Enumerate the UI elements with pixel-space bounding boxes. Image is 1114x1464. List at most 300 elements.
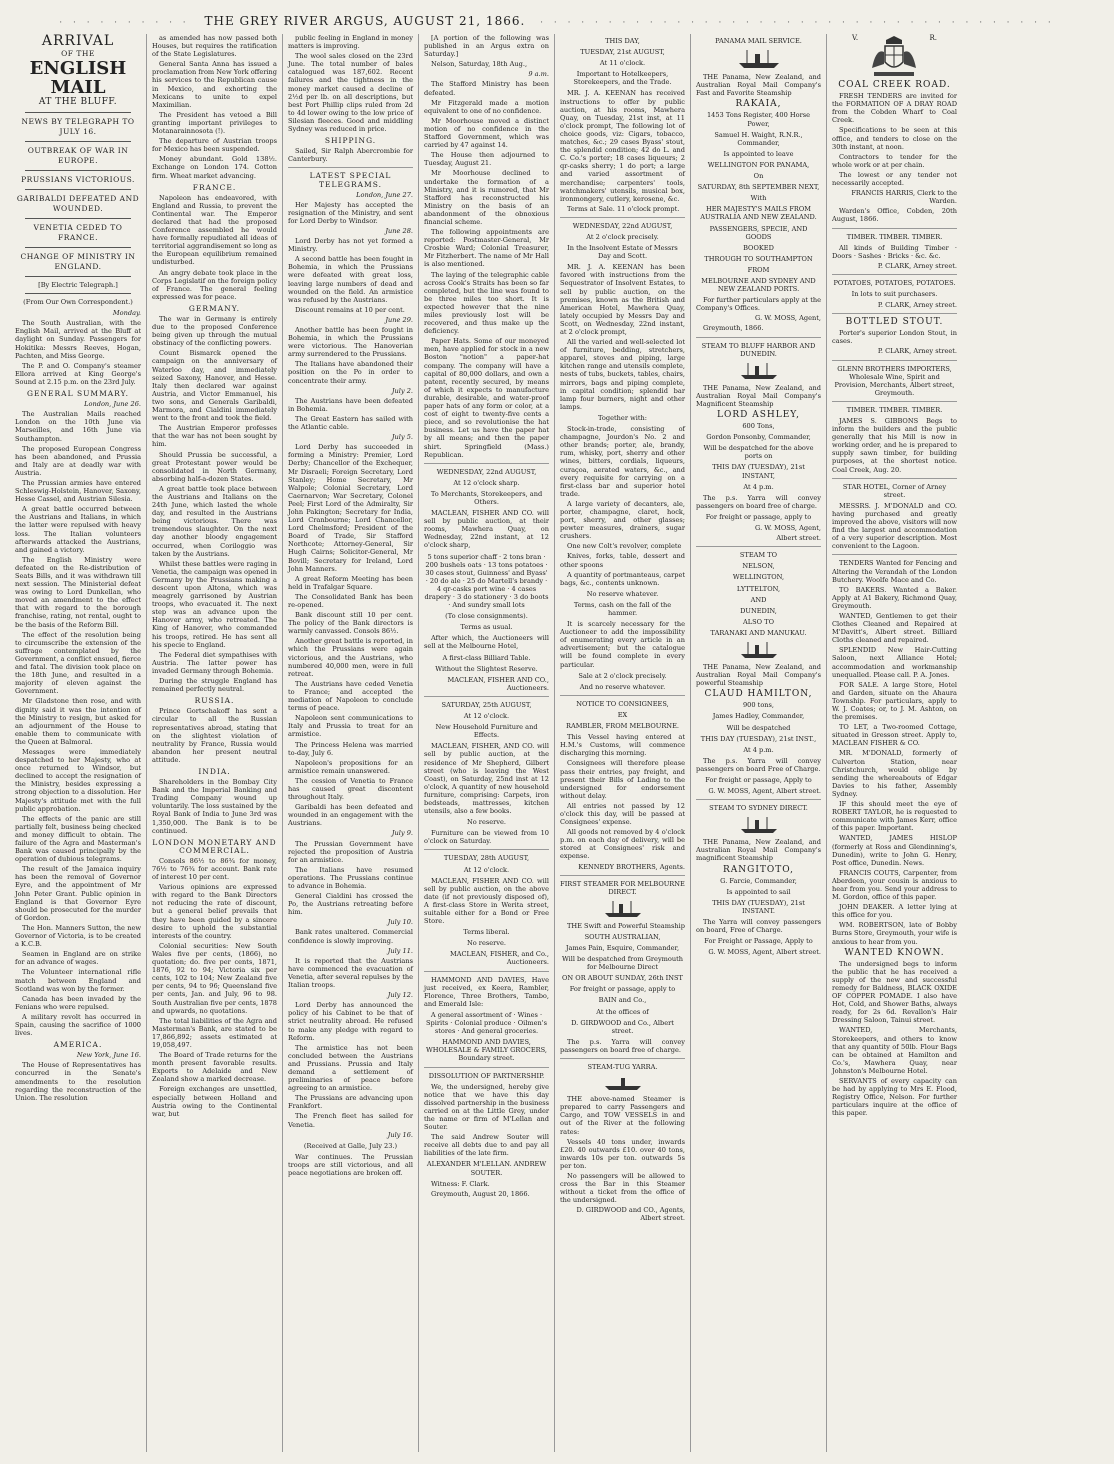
auction-time: At 2 o'clock precisely. xyxy=(586,232,659,241)
notice-signature: KENNEDY BROTHERS, Agents. xyxy=(578,862,685,871)
headline-garibaldi: GARIBALDI DEFEATED AND WOUNDED. xyxy=(16,194,140,213)
ad-text: THE Panama, New Zealand, and Australian Royal Mail Company's powerful Steamship xyxy=(696,662,821,688)
ad-text: Will be despatched for the above ports on xyxy=(703,444,814,461)
steamer-date: ON OR ABOUT SUNDAY, 26th INST xyxy=(562,974,683,983)
steamer-heading: FIRST STEAMER FOR MELBOURNE DIRECT. xyxy=(560,879,685,896)
notice-ex: EX xyxy=(617,710,628,719)
section-heading: GERMANY. xyxy=(188,303,241,313)
classified-ad: JOHN DEAKER. A letter lying at this office for you. xyxy=(832,903,957,920)
ad-text: GLENN BROTHERS IMPORTERS, Wholesale Wine, Spirit and Provision, Merchants, Albert street, Greymouth. xyxy=(834,364,955,397)
dateline: July 9. xyxy=(391,829,413,838)
article-paragraph: Prince Gortschakoff has sent a circular to all the Russian representatives abroad, stating that on the slightest violation of neutrality by France, Russia would abandon her present neutral attitude. xyxy=(152,707,277,764)
notice-text: This Vessel having entered at H.M.'s Customs, will commence discharging this morning. xyxy=(560,733,685,758)
ship-commander: Samuel H. Waight, R.N.R., Commander, xyxy=(714,130,803,147)
ad-time: At 4 p.m. xyxy=(743,745,774,754)
article-paragraph: Discount remains at 10 per cent. xyxy=(295,305,405,314)
dateline: July 11. xyxy=(387,946,413,955)
article-paragraph: The Prussians are advancing upon Frankfort. xyxy=(288,1094,413,1111)
article-paragraph: Whilst these battles were raging in Venetia, the campaign was opened in Germany by the Prussians making a descent upon Altona, which was meagrely garrisoned by Austrian troops, who evacuated it. The next step was an advance upon the Hanover army, who retreated. The King of Hanover, who commanded his troops, retired. He has sent all his specie to England. xyxy=(152,559,277,649)
steamer-commander: James Pain, Esquire, Commander, xyxy=(565,944,680,952)
article-paragraph: The Prussian Government have rejected the proposition of Austria for an armistice. xyxy=(288,839,413,864)
ship-name: CLAUD HAMILTON, xyxy=(704,689,813,700)
article-paragraph: Napoleon's propositions for an armistice remain unanswered. xyxy=(288,758,413,775)
article-paragraph: Her Majesty has accepted the resignation of the Ministry, and sent for Lord Derby to Windsor. xyxy=(288,200,413,225)
classified-ad: WANTED, JAMES HISLOP (formerly at Ross and Glendinning's, Dunedin), write to John G. Henry, Post office, Dunedin. News. xyxy=(832,834,957,867)
ad-date: SATURDAY, 8th SEPTEMBER NEXT, xyxy=(697,183,820,192)
article-paragraph: Lord Derby has announced the policy of his Cabinet to be that of strict neutrality abroad. He refused to make any pledge with regard to Reform. xyxy=(288,1001,413,1042)
auction-date: TUESDAY, 28th AUGUST, xyxy=(443,854,530,863)
auction-time: At 11 o'clock. xyxy=(599,59,646,68)
ad-route: DUNEDIN, xyxy=(740,606,777,615)
section-heading: LATEST SPECIAL TELEGRAMS. xyxy=(309,171,392,189)
article-paragraph: Napoleon has endeavored, with England and Russia, to prevent the Continental war. The Emperor declared that had the proposed Conference assembled he would have formally repudiated all ideas of territorial aggrandisement so long as the European equilibrium remained undisturbed. xyxy=(152,193,277,267)
royal-coat-of-arms-icon xyxy=(868,34,920,78)
auction-time: At 12 o'clock. xyxy=(463,712,510,721)
auction-date: THIS DAY, xyxy=(605,37,640,45)
article-paragraph: Mr Fitzgerald made a motion equivalent to one of no confidence. xyxy=(424,98,549,115)
auction-reserve: And no reserve whatever. xyxy=(579,682,666,691)
byline-telegraph: [By Electric Telegraph.] xyxy=(38,281,118,289)
column-3 xyxy=(282,34,418,1452)
column-6 xyxy=(690,34,826,1452)
ad-text: The lowest or any tender not necessarily accepted. xyxy=(832,170,957,188)
article-paragraph: The Board of Trade returns for the month present favorable results. Exports to Adelaide and New Zealand show a marked decrease. xyxy=(152,1051,277,1084)
ad-heading: TIMBER. TIMBER. TIMBER. xyxy=(846,232,943,241)
ad-heading: STEAM TO xyxy=(739,551,778,560)
auction-heading: To Merchants, Storekeepers, and Others. xyxy=(430,489,543,506)
auction-item: One new Colt's revolver, complete xyxy=(567,542,682,551)
ad-heading: POTATOES, POTATOES, POTATOES. xyxy=(833,278,956,287)
article-paragraph: An angry debate took place in the Corps Legislatif on the foreign policy of France. The general feeling expressed was for peace. xyxy=(152,268,277,301)
agent-signature: G. W. MOSS, Agent, Albert street. xyxy=(708,787,821,796)
ad-date: Warden's Office, Cobden, 20th August, 1866. xyxy=(832,207,957,224)
dateline: July 10. xyxy=(387,918,413,927)
section-heading: INDIA. xyxy=(198,766,231,776)
dissolution-witness: Witness: F. Clark. xyxy=(431,1179,490,1188)
article-paragraph: as amended has now passed both Houses, but requires the ratification of the State Legislatures. xyxy=(152,34,277,59)
ad-text: Contractors to tender for the whole work or at per chain. xyxy=(832,152,957,169)
ad-heading: STEAM TO BLUFF HARBOR AND DUNEDIN. xyxy=(701,341,816,358)
dateline: June 28. xyxy=(385,226,413,235)
headline-arrival: ARRIVAL xyxy=(41,34,115,49)
dateline: London, June 27. xyxy=(356,190,413,199)
ad-signature: P. CLARK, Arney street. xyxy=(877,261,957,270)
ad-text: THROUGH TO SOUTHAMPTON xyxy=(704,254,813,263)
article-paragraph: The French fleet has sailed for Venetia. xyxy=(288,1112,413,1129)
ad-route: WELLINGTON FOR PANAMA, xyxy=(707,160,810,169)
dissolution-text: The said Andrew Souter will receive all debts due to and pay all liabilities of the late firm. xyxy=(424,1133,549,1158)
classified-ad: MR. M'DONALD, formerly of Culverton Station, near Christchurch, would oblige by sending the whereabouts of Edgar Davies to his father, Assembly Sydney. xyxy=(832,749,957,798)
article-paragraph: Shareholders in the Bombay City Bank and the Imperial Banking and Trading Company wound up voluntarily. The loss sustained by the Royal Bank of India to June 3rd was 1,350,000. The Bank is to be continued. xyxy=(152,778,277,835)
article-paragraph: General Cialdini has crossed the Po, the Austrians retreating before him. xyxy=(288,892,413,917)
steamship-icon xyxy=(603,899,643,919)
ad-heading: COAL CREEK ROAD. xyxy=(838,80,951,90)
dissolution-text: We, the undersigned, hereby give notice that we have this day dissolved partnership in the business carried on at the Little Grey, under the name or firm of M'Lellan and Souter. xyxy=(424,1082,549,1132)
auction-reserve: No reserve. xyxy=(466,939,507,948)
steamer-despatch: Will be despatched from Greymouth for Melbourne Direct xyxy=(561,955,684,972)
dateline: New York, June 16. xyxy=(76,1051,141,1060)
ship-commander: James Hadley, Commander, xyxy=(712,712,805,721)
article-paragraph: It is reported that the Austrians have commenced the evacuation of Venetia, after several repulses by the Italian troops. xyxy=(288,956,413,990)
notice-heading: NOTICE TO CONSIGNEES, xyxy=(576,699,669,708)
ad-text: In lots to suit purchasers. xyxy=(851,289,938,298)
auctioneer-signature: MACLEAN, FISHER AND CO., Auctioneers. xyxy=(447,675,549,692)
article-paragraph: Foreign exchanges are unsettled, especially between Holland and Austria owing to the Continental war, but xyxy=(152,1085,277,1118)
dateline: Nelson, Saturday, 18th Aug., xyxy=(431,60,528,69)
headline-news: NEWS BY TELEGRAPH TO JULY 16. xyxy=(21,117,135,136)
auction-list: All the varied and well-selected lot of furniture, bedding, stretchers, apparel, stoves and piping, large kitchen range and utensils complete, nests of tubs, buckets, tables, chairs, mirrors, bags and piping complete, in capital condition; splendid bar lamp four burners, night and other lamps. xyxy=(560,338,685,411)
headline-outbreak: OUTBREAK OF WAR IN EUROPE. xyxy=(27,146,129,165)
article-paragraph: Garibaldi has been defeated and wounded in an engagement with the Austrians. xyxy=(288,803,413,828)
article-paragraph: Mr Moorhouse declined to undertake the formation of a Ministry, and it is rumored, that Mr Stafford has reconstructed his Ministry on the basis of an abandonment of the obnoxious financial scheme. xyxy=(424,169,549,226)
article-paragraph: The following appointments are reported: Postmaster-General, Mr Crosbie Ward; Colonial Treasurer, Mr Fitzherbert. The name of Mr Hall is also mentioned. xyxy=(424,228,549,269)
classified-ad: TO BAKERS. Wanted a Baker. Apply at A1 Bakery, Richmond Quay, Greymouth. xyxy=(832,585,957,610)
dateline-monday: Monday. xyxy=(112,309,141,318)
columns xyxy=(10,34,1104,1452)
article-paragraph: Bank discount still 10 per cent. The policy of the Bank directors is warmly canvassed. Consols 86½. xyxy=(288,611,413,636)
auction-heading: Important to Hotelkeepers, Storekeepers, and the Trade. xyxy=(573,70,672,87)
auction-note: After which, the Auctioneers will sell at the Melbourne Hotel, xyxy=(424,634,549,651)
article-paragraph: General Santa Anna has issued a proclamation from New York offering his services to the Republican cause in Mexico, and exhorting the Mexicans to unite to expel Maximilian. xyxy=(152,60,277,109)
ad-text: THE Panama, New Zealand, and Australian Royal Mail Company's Fast and Favorite Steamship xyxy=(696,73,821,98)
article-paragraph: The Princess Helena was married to-day, July 6. xyxy=(288,740,413,757)
ad-text: FRESH TENDERS are invited for the FORMATION OF A DRAY ROAD from the Cobden Wharf to Coal Creek. xyxy=(832,92,957,125)
yarra-note: The Yarra will convey passengers on board, Free of Charge. xyxy=(696,918,821,935)
article-paragraph: A military revolt has occurred in Spain, causing the sacrifice of 1000 lives. xyxy=(15,1012,141,1038)
headline-of-the: OF THE xyxy=(61,49,95,58)
dateline: 9 a.m. xyxy=(528,70,549,79)
auction-item: A first-class Billiard Table. xyxy=(442,653,531,662)
article-paragraph: The result of the Jamaica inquiry has been the removal of Governor Eyre, and the appointment of Mr John Peter Grant. Public opinion in England is that Governor Eyre should be prosecuted for the murder of Gordon. xyxy=(15,865,141,922)
article-paragraph: Sailed, Sir Ralph Abercrombie for Canterbury. xyxy=(288,147,413,164)
ship-name: LORD ASHLEY, xyxy=(717,410,800,420)
freight-note: For freight or passage, apply to xyxy=(569,985,676,994)
auction-note: Furniture can be viewed from 10 o'clock on Saturday. xyxy=(424,829,549,846)
section-heading: SHIPPING. xyxy=(324,136,377,146)
dateline: July 12. xyxy=(387,991,413,1000)
ad-date: THIS DAY (TUESDAY), 21st INSTANT. xyxy=(712,898,805,915)
article-paragraph: Seamen in England are on strike for an advance of wages. xyxy=(15,950,141,967)
tug-rates: Vessels 40 tons under, inwards £20. 40 outwards £10. over 40 tons, inwards 10s per ton. outwards 5s per ton. xyxy=(560,1137,685,1170)
ad-date: THIS DAY (TUESDAY), 21st INST., xyxy=(700,734,817,743)
ad-text: Porter's superior London Stout, in cases. xyxy=(832,329,957,346)
notice-text: All entries not passed by 12 o'clock this day, will be passed at Consignees' expense. xyxy=(560,801,685,827)
auction-ad: MR. J. A. KEENAN has been favored with instructions from the Sequestrator of Insolvent Estates, to sell by public auction, on the premises, known as the British and American Hotel, Mawhera Quay, lately occupied by Messrs Day and Scott, on Wednesday, 22nd instant, at 2 o'clock prompt, xyxy=(560,263,685,336)
ad-route: LYTTELTON, xyxy=(736,584,781,593)
received-note: (Received at Galle, July 23.) xyxy=(303,1141,398,1150)
ad-text: HER MAJESTY'S MAILS FROM AUSTRALIA AND NEW ZEALAND. xyxy=(700,205,817,222)
article-paragraph: Messages were immediately despatched to her Majesty, who at once returned to Windsor, but declined to accept the resignation of the Ministry, besides expressing a strong objection to a dissolution. Her Majesty's attitude met with the full public approbation. xyxy=(15,747,141,813)
byline-correspondent: (From Our Own Correspondent.) xyxy=(23,298,133,307)
article-paragraph: Paper Hats. Some of our moneyed men, have applied for stock in a new Boston "notion" a paper-hat company. The company will have a capital of 80,000 dollars, and own a patent, recently secured, by means of which it expects to manufacture durable, desirable, and water-proof paper hats of any form or color, at a cost of eight to twenty-five cents a piece, and so revolutionise the hat business. Let us have the paper hat by all means; and then the paper shirt. Springfield (Mass.) Republican. xyxy=(424,337,549,459)
classified-ad: IF this should meet the eye of ROBERT TAYLOR, he is requested to communicate with James Kerr, office of this paper. Important. xyxy=(832,800,957,833)
ship-name: RAKAIA, xyxy=(735,99,782,110)
auction-note: Together with: xyxy=(598,413,647,422)
classified-ad: SPLENDID New Hair-Cutting Saloon, next Alliance Hotel; accommodation and workmanship unequalled. Please call. P. A. Jones. xyxy=(832,646,957,679)
auction-note: It is scarcely necessary for the Auctioneer to add the impossibility of enumerating every article in an advertisement; but the catalogue will be found complete in every particular. xyxy=(560,620,685,669)
article-paragraph: The President has vetoed a Bill granting important privileges to Motanarainnosota (!). xyxy=(152,110,277,136)
article-paragraph: Mr Gladstone then rose, and with dignity said it was the intention of the Ministry to resign, but asked for an adjournment of the House to enable them to communicate with the Queen at Balmoral. xyxy=(15,697,141,746)
article-paragraph: The Volunteer international rifle match between England and Scotland was won by the former. xyxy=(15,968,141,993)
article-paragraph: A great battle took place between the Austrians and Italians on the 24th June, which lasted the whole day, and resulted in the Austrians being victorious. There was tremendous slaughter. On the next day another bloody engagement occurred, when Coriloggio was taken by the Austrians. xyxy=(152,484,277,558)
ad-text: FROM xyxy=(747,265,770,274)
article-paragraph: The House then adjourned to Tuesday, August 21. xyxy=(424,151,549,168)
dateline: July 2. xyxy=(391,386,413,395)
ad-text: BOOKED xyxy=(743,243,774,252)
article-paragraph: The effects of the panic are still partially felt, business being checked and money difficult to obtain. The failure of the Agra and Masterman's Bank was caused principally by the operation of dubious telegrams. xyxy=(15,814,141,864)
auction-terms: Terms at Sale. 11 o'clock prompt. xyxy=(567,204,680,213)
ad-text: AND xyxy=(750,595,767,604)
agent-signature: G. W. MOSS, Agent, Albert street. xyxy=(708,948,821,957)
ad-text: MESSRS. J. M'DONALD and CO. having purchased and greatly improved the above, visitors will now find the largest and accommodation of a very superior description. Most convenient to the Lagoon. xyxy=(832,501,957,551)
article-paragraph: A great battle occurred between the Austrians and Italians, in which the latter were repulsed with heavy loss. The Italian volunteers afterwards attacked the Austrians, and gained a victory. xyxy=(15,505,141,554)
dateline: London, June 26. xyxy=(84,400,141,409)
ad-text: JAMES S. GIBBONS Begs to inform the builders and the public generally that his Mill is now in working order, and he is prepared to supply sawn timber, for building purposes, at the shortest notice. Coal Creek, Aug. 20. xyxy=(832,417,957,474)
article-paragraph: The South Australian, with the English Mail, arrived at the Bluff at daylight on Sunday. Passengers for Hokitika: Messrs Reeves, Hogan, Pachten, and Miss George. xyxy=(15,319,141,360)
tug-note: No passengers will be allowed to cross the Bar in this Steamer without a ticket from the office of the undersigned. xyxy=(560,1171,685,1205)
ad-heading: STAR HOTEL, Corner of Arney street. xyxy=(842,482,947,499)
classified-ad: WM. ROBERTSON, late of Bobby Burns Store, Greymouth, your wife is anxious to hear from you. xyxy=(832,921,957,946)
column-4 xyxy=(418,34,554,1452)
ad-signature: FRANCIS HARRIS, Clerk to the Warden. xyxy=(851,189,957,206)
headline-venetia: VENETIA CEDED TO FRANCE. xyxy=(33,223,123,242)
auction-terms: Terms liberal. xyxy=(463,928,510,937)
ad-text: PASSENGERS, SPECIE, AND GOODS xyxy=(709,224,808,241)
freight-note: For freight or passage, Apply to xyxy=(705,776,812,784)
auctioneer-signature: MACLEAN, FISHER, and Co., Auctioneers. xyxy=(449,950,549,967)
masthead: · · · · · · · · · · THE GREY RIVER ARGUS, AUGUST 21, 1866. · · · · · · · · · · · · · · · · · · · · · · · · · · · · · · · · · · · · · · xyxy=(59,14,1055,28)
ship-tonnage: 1453 Tons Register, 400 Horse Power, xyxy=(706,111,811,128)
steamer-name: SOUTH AUSTRALIAN, xyxy=(584,932,661,941)
dateline: July 16. xyxy=(387,1130,413,1139)
ad-text: THE Panama, New Zealand, and Australian Royal Mail Company's Magnificent Steamship xyxy=(696,383,821,408)
dateline: July 5. xyxy=(391,433,413,442)
ad-text: For further particulars apply at the Company's Offices. xyxy=(696,296,821,313)
grocer-signature: HAMMOND AND DAVIES, WHOLESALE & FAMILY GROCERS, Boundary street. xyxy=(425,1038,548,1063)
agent-note: At the offices of xyxy=(596,1007,649,1016)
article-paragraph: Mr Moorhouse moved a distinct motion of no confidence in the Stafford Government, which was carried by 47 against 14. xyxy=(424,116,549,150)
ad-text: Will be despatched xyxy=(726,723,791,732)
ship-tonnage: 900 tons, xyxy=(742,701,775,710)
article-paragraph: The departure of Austrian troops for Mexico has been suspended. xyxy=(152,137,277,154)
royal-cipher xyxy=(832,34,957,78)
article-paragraph: Should Prussia be successful, a great Protestant power would be consolidated in North Germany, absorbing half-a-dozen States. xyxy=(152,450,277,483)
dissolution-signature: ALEXANDER M'LELLAN. ANDREW SOUTER. xyxy=(426,1160,547,1177)
section-heading: GENERAL SUMMARY. xyxy=(27,389,129,399)
cipher-r: R. xyxy=(929,34,937,42)
dissolution-date: Greymouth, August 20, 1866. xyxy=(431,1189,530,1198)
auction-list: Stock-in-trade, consisting of champagne, Jourdon's No. 2 and other brands; porter, ale, brandy, rum, whisky, port, sherry and other wines, bitters, cordials, liqueurs, curaçoa, aerated waters, &c., and every requisite for carrying on a first-class bar and superior hotel trade. xyxy=(560,425,685,498)
headline-prussians: PRUSSIANS VICTORIOUS. xyxy=(21,175,135,184)
ad-signature: P. CLARK, Arney street. xyxy=(877,347,957,356)
column-7 xyxy=(826,34,962,1452)
article-paragraph: Consols 86½ to 86¾ for money, 76½ to 76¾ for account. Bank rate of interest 10 per cent. xyxy=(152,856,277,882)
article-paragraph: The total liabilities of the Agra and Masterman's Bank, are stated to be 17,866,892; assets estimated at 19,058,497. xyxy=(152,1016,277,1049)
ship-name: RANGITOTO, xyxy=(723,864,794,875)
article-paragraph: Canada has been invaded by the Fenians who were repulsed. xyxy=(15,994,141,1011)
article-paragraph: The cession of Venetia to France has caused great discontent throughout Italy. xyxy=(288,776,413,802)
classified-ad: TO LET, a Two-roomed Cottage, situated in Gresson street. Apply to, MACLEAN FISHER & CO. xyxy=(832,723,957,748)
column-5 xyxy=(554,34,690,1452)
article-paragraph: Colonial securities: New South Wales five per cents, (1866), no quotation; do. five per cents, 1871, 1876, 92 to 94; Victoria six per cents, 102 to 104; New Zealand five per cents, 94 to 96; Queensland five per cents, Jan. and July, 96 to 98. South Australian five per cents, 1878 and upwards, no quotations. xyxy=(152,941,277,1015)
notice-text: Consignees will therefore please pass their entries, pay freight, and present their Bills of Lading to the undersigned for endorsement without delay. xyxy=(560,759,685,800)
article-paragraph: Another battle has been fought in Bohemia, in which the Prussians were victorious. The Hanoverian army surrendered to the Prussians. xyxy=(288,326,413,359)
article-paragraph: Money abundant. Gold 138½. Exchange on London 174. Cotton firm. Wheat market advancing. xyxy=(152,155,277,180)
article-paragraph: The Great Eastern has sailed with the Atlantic cable. xyxy=(288,414,413,432)
agent-address: Albert street. xyxy=(776,534,821,543)
ad-date: THIS DAY (TUESDAY), 21st INSTANT, xyxy=(712,463,805,480)
notice-vessel: RAMBLER, FROM MELBOURNE. xyxy=(566,722,679,731)
section-heading: LONDON MONETARY AND COMMERCIAL. xyxy=(152,837,277,855)
article-paragraph: Various opinions are expressed with regard to the Bank Directors not reducing the rate of discount, but a general belief prevails that they have been guided by a sincere desire to uphold the substantial interests of the country. xyxy=(152,883,277,940)
tug-text: THE above-named Steamer is prepared to carry Passengers and Cargo, and TOW VESSELS in and out of the River at the following rates: xyxy=(560,1095,685,1136)
article-paragraph: The Australian Mails reached London on the 10th June via Marseilles, and 16th June via Southampton. xyxy=(15,410,141,443)
auction-list: 5 tons superior chaff · 2 tons bran · 200 bushels oats · 13 tons potatoes · 30 cases stout, Guinness' and Byass' · 20 do ale · 25 do Martell's brandy · 4 qr-casks port wine · 4 cases drapery · 3 do stationery · 3 do boots · And sundry small lots xyxy=(424,552,549,610)
masthead-title: THE GREY RIVER ARGUS, AUGUST 21, 1866. xyxy=(204,14,526,28)
classified-ad: WANTED, Gentlemen to get their Clothes Cleaned and Repaired at M'Davitt's, Albert street. Billiard Cloths cleaned and repaired. xyxy=(832,611,957,645)
article-paragraph: Bank rates unaltered. Commercial confidence is slowly improving. xyxy=(288,928,413,945)
cipher-v: V. xyxy=(852,34,859,42)
steamship-icon xyxy=(739,640,779,660)
tug-heading: STEAM-TUG YARRA. xyxy=(587,1063,658,1072)
ad-signature: P. CLARK, Arney street. xyxy=(877,301,957,310)
auction-reserve: Without the Slightest Reserve. xyxy=(435,664,538,673)
article-paragraph: The Austrians have ceded Venetia to France; and accepted the mediation of Napoleon to conclude terms of peace. xyxy=(288,679,413,713)
article-paragraph: The Stafford Ministry has been defeated. xyxy=(424,80,549,97)
section-heading: AMERICA. xyxy=(53,1040,103,1050)
article-paragraph: public feeling in England in money matters is improving. xyxy=(288,34,413,51)
grocer-ad: HAMMOND AND DAVIES, Have just received, ex Keera, Rambler, Florence, Three Brothers, Tambo, and Emerald Isle: xyxy=(424,975,549,1008)
auction-ad: MACLEAN, FISHER AND CO. will sell by public auction, on the above date (if not previously disposed of), A first-class Store in Werita street, suitable either for a Bond or Free Store. xyxy=(424,876,549,926)
auction-time: Sale at 2 o'clock precisely. xyxy=(578,671,667,680)
headline-english-mail: ENGLISH MAIL xyxy=(29,58,127,98)
agent-signature: G. W. MOSS, Agent, xyxy=(755,524,821,533)
article-paragraph: The P. and O. Company's steamer Ellora arrived at King George's Sound at 2.15 p.m. on the 23rd July. xyxy=(15,361,141,386)
classified-ad: FOR SALE. A large Store, Hotel and Garden, situate on the Ahaura Township. For particulars, apply to W. J. Coates; or, to J. M. Ashton, on the premises. xyxy=(832,680,957,722)
article-paragraph: Lord Derby has succeeded in forming a Ministry: Premier, Lord Derby; Chancellor of the Exchequer, Mr Disraeli; Foreign Secretary, Lord Stanley; Home Secretary, Mr Walpole; Colonial Secretary, Lord Caernarvon; War Secretary, Colonel Peel; First Lord of the Admiralty, Sir John Pakington; Secretary for India, Lord Cranbourne; Lord Chancellor, Lord Chelmsford; President of the Board of Trade, Sir Stafford Northcote; Attorney-General, Sir Hugh Cairns; Solicitor-General, Mr Bovill; Secretary for Ireland, Lord John Manners. xyxy=(288,443,413,573)
ad-text: Specifications to be seen at this office, and tenders to close on the 30th instant, at noon. xyxy=(832,126,957,151)
ad-heading: BOTTLED STOUT. xyxy=(845,317,944,328)
auction-ad: MACLEAN, FISHER AND CO. will sell by public auction, at their rooms, Mawhera Quay, on Wednesday, 22nd instant, at 12 o'clock sharp, xyxy=(424,509,549,550)
article-paragraph: [A portion of the following was published in an Argus extra on Saturday.] xyxy=(424,34,549,59)
classified-ad: WANTED, Merchants, Storekeepers, and others to know that any quantity of 50lb. Flour Bags can be obtained at Hamilton and Co.'s, Mawhera Quay, near Johnston's Melbourne Hotel. xyxy=(832,1026,957,1075)
auction-reserve: No reserve whatever. xyxy=(586,589,659,598)
auction-reserve: No reserve. xyxy=(466,818,507,827)
auction-item: A quantity of portmanteaus, carpet bags, &c., contents unknown. xyxy=(560,570,685,587)
ad-heading: PANAMA MAIL SERVICE. xyxy=(715,37,802,45)
freight-note: For Freight or Passage, Apply to xyxy=(704,937,813,946)
auction-heading: In the Insolvent Estate of Messrs Day and Scott. xyxy=(567,244,678,261)
ad-text: With xyxy=(750,194,767,203)
article-paragraph: The Hon. Manners Sutton, the new Governor of Victoria, is to be created a K.C.B. xyxy=(15,923,141,949)
article-paragraph: Napoleon sent communications to Italy and Prussia to treat for an armistice. xyxy=(288,714,413,739)
ad-heading: TIMBER. TIMBER. TIMBER. xyxy=(846,405,943,414)
article-paragraph: The House of Representatives has concurred in the Senate's amendments to the resolution regarding the reconstruction of the Union. The resolution xyxy=(15,1061,141,1102)
article-paragraph: The Prussian armies have entered Schleswig-Holstein, Hanover, Saxony, Hesse Cassel, and Austrian Silesia. xyxy=(15,478,141,504)
auction-date: SATURDAY, 25th AUGUST, xyxy=(441,700,532,709)
auction-date: WEDNESDAY, 22nd AUGUST, xyxy=(572,221,673,230)
grocer-list: A general assortment of · Wines · Spirits · Colonial produce · Oilmen's stores · And general groceries. xyxy=(426,1010,547,1036)
notice-text: All goods not removed by 4 o'clock p.m. on each day of delivery, will be stored at Consignees' risk and expense. xyxy=(560,828,685,861)
ad-text: Is appointed to sail xyxy=(726,887,791,896)
ship-tonnage: 600 Tons, xyxy=(742,422,775,431)
steamship-icon xyxy=(737,48,781,70)
yarra-note: The p.s. Yarra will convey passengers on board free of charge. xyxy=(560,1037,685,1054)
section-heading: RUSSIA. xyxy=(194,696,235,706)
auction-date: TUESDAY, 21st AUGUST, xyxy=(580,48,665,57)
auction-heading: New Household Furniture and Effects. xyxy=(435,723,538,740)
ad-text: On xyxy=(753,172,764,181)
article-paragraph: The laying of the telegraphic cable across Cook's Straits has been so far completed, but the line was found to be three miles too short. It is expected however that the nine miles previously lost will be recovered, and thus make up the deficiency. xyxy=(424,270,549,336)
classified-ad: FRANCIS COUTS, Carpenter, from Aberdeen, your cousin is anxious to hear from you. Send your address to M. Gordon, office of this paper. xyxy=(832,868,957,902)
article-paragraph: The Consolidated Bank has been re-opened. xyxy=(288,592,413,609)
article-paragraph: The Austrian Emperor professes that the war has not been sought by him. xyxy=(152,424,277,449)
ad-heading: WANTED KNOWN. xyxy=(844,947,945,958)
ad-text: Is appointed to leave xyxy=(723,149,794,158)
ad-text: MELBOURNE AND SYDNEY AND NEW ZEALAND PORTS. xyxy=(701,276,816,294)
article-paragraph: The armistice has not been concluded between the Austrians and Prussians. Prussia and Italy demand a settlement of preliminaries of peace before agreeing to an armistice. xyxy=(288,1043,413,1093)
auction-ad: MR. J. A. KEENAN has received instructions to offer by public auction, at his rooms, Mawhera Quay, on Tuesday, 21st inst, at 11 o'clock prompt, The following lot of choice goods, viz: Cigars, tobacco, matches, &c.; 29 cases Byass' stout, the splendid condition; 42 do L. and C. Co.'s porter; 18 cases liqueurs; 2 qr-casks sherry; 1 do port; a large and varied assortment of merchandise; carpenters' tools, watchmakers' utensils, musical box, ironmongery, cutlery, kerosene, &c. xyxy=(560,89,685,203)
article-paragraph: The war in Germany is entirely due to the proposed Conference being given up through the mutual obstinacy of the conflicting powers. xyxy=(152,315,277,348)
agent-name: D. GIRDWOOD and Co., Albert street. xyxy=(571,1018,674,1035)
article-paragraph: The proposed European Congress has been abandoned, and Prussia and Italy are at deadly war with Austria. xyxy=(15,444,141,477)
agent-signature: G. W. MOSS, Agent, xyxy=(755,314,821,323)
column-1 xyxy=(10,34,146,1452)
auction-note: (To close consignments). xyxy=(445,612,528,621)
article-paragraph: During the struggle England has remained perfectly neutral. xyxy=(152,677,277,694)
steam-tug-icon xyxy=(603,1074,643,1092)
ad-route: TARANAKI AND MANUKAU. xyxy=(710,628,807,637)
article-paragraph: Another great battle is reported, in which the Prussians were again victorious, and the Austrians, who numbered 40,000 men, were in full retreat. xyxy=(288,637,413,678)
article-paragraph: The wool sales closed on the 23rd June. The total number of bales catalogued was 187,602. Recent failures and the tightness in the money market caused a decline of 2½d per lb. on all descriptions, but best Port Phillip clips ruled from 2d to 4d lower owing to the low price of Silesian fleeces. Good and middling Sydney was reduced in price. xyxy=(288,52,413,134)
auction-ad: MACLEAN, FISHER, AND CO. will sell by public auction, at the residence of Mr Shepherd, Gilbert street (who is leaving the West Coast), on Saturday, 25nd inst at 12 o'clock, A quantity of new household furniture, comprising: Carpets, iron bedsteads, mattresses, kitchen utensils, also a few books. xyxy=(424,742,549,816)
article-paragraph: War continues. The Prussian troops are still victorious, and all peace negotiations are broken off. xyxy=(288,1152,413,1177)
classified-ad: The undersigned begs to inform the public that he has received a supply of the new and successful remedy for Baldness, BLACK OXIDE OF COPPER POMADE. I also have Hot, Cold, and Shower Baths, always ready, for 2s 6d. Revallon's Hair Dressing Saloon, Tainui street. xyxy=(832,959,957,1025)
classified-ad: SERVANTS of every capacity can be had by applying to Mrs E. Flood, Registry Office, Nelson. For further particulars inquire at the office of this paper. xyxy=(832,1077,957,1118)
steamship-icon xyxy=(739,361,779,381)
dissolution-heading: DISSOLUTION OF PARTNERSHIP. xyxy=(428,1071,545,1080)
ship-commander: Gordon Ponsonby, Commander, xyxy=(706,433,811,442)
article-paragraph: The Federal diet sympathises with Austria. The latter power has invaded Germany through Bohemia. xyxy=(152,650,277,675)
dateline: June 29. xyxy=(385,315,413,324)
ad-route: NELSON, xyxy=(742,562,775,571)
auction-list: A large variety of decanters, ale, porter, champagne, claret, hock, port, sherry, and other glasses; pewter measures, drainers, sugar crushers. xyxy=(560,499,685,541)
auction-time: At 12 o'clock sharp. xyxy=(453,478,520,487)
ad-list: All kinds of Building Timber · Doors · Sashes · Bricks · &c. &c. xyxy=(832,243,957,260)
tug-signature: D. GIRDWOOD and CO., Agents, Albert street. xyxy=(576,1206,685,1223)
ship-commander: G. Farcie, Commander, xyxy=(720,876,797,885)
ad-time: At 4 p.m. xyxy=(743,482,774,491)
article-paragraph: The Italians have abandoned their position on the Po in order to concentrate their army. xyxy=(288,360,413,385)
yarra-note: The p.s. Yarra will convey passengers on board Free of Charge. xyxy=(696,756,821,773)
agent-name: BAIN and Co., xyxy=(598,996,647,1005)
article-paragraph: Count Bismarck opened the campaign on the anniversary of Waterloo day, and immediately seized Saxony, Hanover, and Hesse. Italy then declared war against Austria, and Victor Emmanuel, his two sons, and Generals Garibaldi, Marmora, and Cialdini immediately went to the front and took the field. xyxy=(152,349,277,423)
article-paragraph: The English Ministry were defeated on the Re-distribution of Seats Bills, and it was withdrawn till next session. The Ministerial defeat was owing to Lord Dunkellan, who moved an amendment to the effect that with regard to the borough franchise, rating, not rental, ought to be the basis of the Reform Bill. xyxy=(15,555,141,629)
article-paragraph: A second battle has been fought in Bohemia, in which the Prussians were defeated with great loss, leaving large numbers of dead and wounded on the field. An armistice was refused by the Austrians. xyxy=(288,255,413,304)
auction-date: WEDNESDAY, 22nd AUGUST, xyxy=(436,467,537,476)
auction-terms: Terms as usual. xyxy=(460,623,513,632)
ad-heading: STEAM TO SYDNEY DIRECT. xyxy=(709,804,808,813)
auction-time: At 12 o'clock. xyxy=(463,865,510,874)
article-paragraph: The effect of the resolution being to circumscribe the extension of the suffrage contemplated by the Government, a conflict ensued, fierce and fatal. The division took place on the 18th June, and resulted in a majority of eleven against the Government. xyxy=(15,630,141,696)
ad-route: WELLINGTON, xyxy=(732,573,785,582)
classified-ad: TENDERS Wanted for Fencing and Altering the Verandah of the London Butchery. Woolfe Mace and Co. xyxy=(832,559,957,584)
yarra-note: The p.s. Yarra will convey passengers on board free of charge. xyxy=(696,493,821,510)
freight-note: For freight or passage, apply to xyxy=(705,512,812,521)
steamer-text: THE Swift and Powerful Steamship xyxy=(567,921,685,930)
ad-text: ALSO TO xyxy=(743,617,774,626)
article-paragraph: The Austrians have been defeated in Bohemia. xyxy=(288,396,413,413)
